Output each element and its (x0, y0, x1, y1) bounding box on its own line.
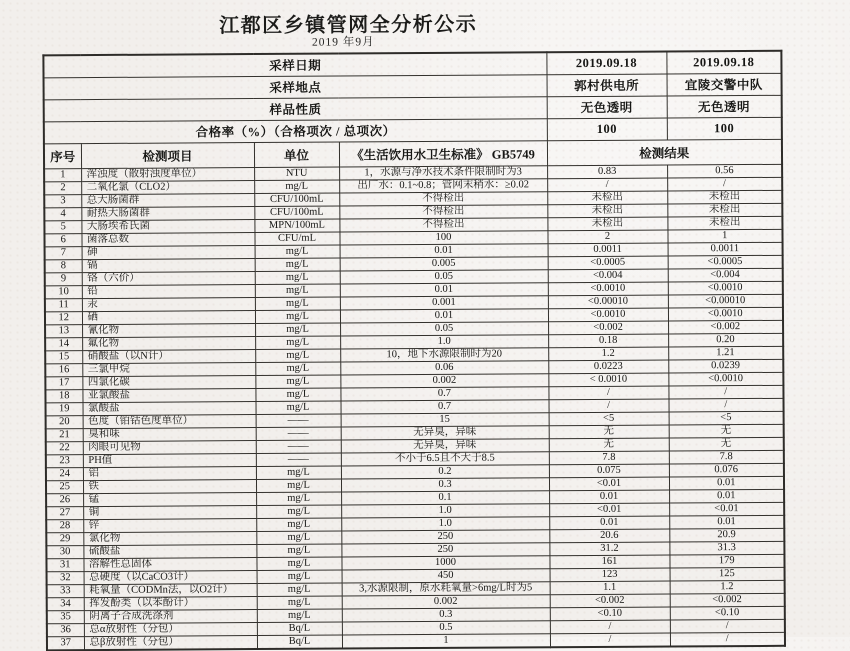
cell-standard: 0.002 (342, 594, 550, 608)
cell-result-1: 0.075 (549, 464, 669, 478)
cell-item: 铝 (83, 466, 256, 480)
cell-unit: mg/L (255, 388, 340, 402)
cell-result-2: <0.01 (669, 502, 784, 516)
info-value-1: 2019.09.18 (546, 52, 666, 75)
cell-result-1: 0.18 (548, 334, 668, 348)
cell-standard: 0.05 (340, 269, 548, 283)
cell-index: 25 (46, 480, 83, 493)
cell-item: 锰 (83, 492, 256, 506)
cell-result-2: <0.00010 (668, 294, 783, 308)
cell-result-1: <0.002 (548, 321, 668, 335)
cell-result-2: <0.0005 (668, 255, 783, 269)
cell-unit: NTU (254, 167, 339, 181)
cell-item: 浑浊度（散射浊度单位） (81, 167, 254, 181)
cell-result-1: 未检出 (547, 204, 667, 218)
cell-standard: 0.2 (341, 464, 549, 478)
cell-standard: 0.002 (340, 373, 548, 387)
info-value-2: 100 (667, 117, 782, 140)
cell-unit: mg/L (255, 310, 340, 324)
cell-index: 19 (46, 402, 83, 415)
cell-unit: mg/L (254, 180, 339, 194)
cell-result-2: <0.004 (668, 268, 783, 282)
cell-standard: 无异臭，异味 (341, 438, 549, 452)
cell-result-1: 161 (549, 555, 669, 569)
cell-standard: 1.0 (340, 334, 548, 348)
cell-item: 耗氧量（CODMn法，以O2计） (84, 583, 257, 597)
cell-unit: —— (256, 427, 341, 441)
cell-index: 22 (46, 441, 83, 454)
cell-unit: Bq/L (257, 635, 342, 649)
info-value-1: 无色透明 (547, 96, 667, 119)
cell-standard: 3,水源限制，原水耗氧量>6mg/L时为5 (342, 581, 550, 595)
cell-result-2: 20.9 (669, 528, 784, 542)
cell-standard: 15 (341, 412, 549, 426)
info-value-2: 宜陵交警中队 (667, 73, 782, 96)
cell-standard: 10，地下水源限制时为20 (340, 347, 548, 361)
cell-result-1: 20.6 (549, 529, 669, 543)
cell-standard: 0.1 (341, 490, 549, 504)
cell-unit: —— (256, 414, 341, 428)
cell-item: 硒 (82, 310, 255, 324)
cell-unit: mg/L (256, 479, 341, 493)
cell-result-2: 无 (669, 437, 784, 451)
cell-unit: mg/L (255, 297, 340, 311)
cell-index: 9 (45, 272, 82, 285)
cell-item: 亚氯酸盐 (82, 388, 255, 402)
cell-standard: 0.06 (340, 360, 548, 374)
cell-unit: CFU/100mL (254, 206, 339, 220)
cell-item: 氯酸盐 (83, 401, 256, 415)
cell-standard: 0.5 (342, 620, 550, 634)
cell-result-1: <0.0010 (548, 308, 668, 322)
cell-result-2: 1 (667, 229, 782, 243)
cell-item: 锌 (83, 518, 256, 532)
info-label: 样品性质 (44, 96, 547, 121)
col-header-index: 序号 (44, 143, 81, 168)
cell-item: 挥发酚类（以苯酚计） (84, 596, 257, 610)
cell-standard: 1000 (341, 555, 549, 569)
cell-item: 铁 (83, 479, 256, 493)
cell-item: 砷 (82, 245, 255, 259)
cell-unit: mg/L (255, 336, 340, 350)
cell-item: 臭和味 (83, 427, 256, 441)
cell-result-1: / (549, 399, 669, 413)
cell-result-1: < 0.0010 (548, 373, 668, 387)
cell-standard: 1，水源与净水技术条件限制时为3 (339, 165, 547, 179)
cell-unit: mg/L (255, 323, 340, 337)
cell-unit: Bq/L (257, 622, 342, 636)
cell-result-1: <0.0010 (548, 282, 668, 296)
col-header-result: 检测结果 (547, 139, 782, 165)
cell-index: 20 (46, 415, 83, 428)
cell-unit: mg/L (257, 583, 342, 597)
cell-item: 总大肠菌群 (81, 193, 254, 207)
cell-result-2: 7.8 (669, 450, 784, 464)
cell-index: 4 (44, 207, 81, 220)
cell-result-1: <0.002 (550, 594, 670, 608)
cell-index: 18 (45, 389, 82, 402)
cell-unit: mg/L (257, 609, 342, 623)
cell-item: 阴离子合成洗涤剂 (84, 609, 257, 623)
cell-result-1: 0.0223 (548, 360, 668, 374)
cell-item: 氯化物 (83, 531, 256, 545)
cell-standard: 0.3 (342, 607, 550, 621)
cell-standard: 不得检出 (339, 204, 547, 218)
cell-index: 11 (45, 298, 82, 311)
cell-index: 6 (44, 233, 81, 246)
cell-standard: 450 (342, 568, 550, 582)
cell-index: 24 (46, 467, 83, 480)
info-value-1: 郭村供电所 (547, 74, 667, 97)
cell-unit: mg/L (255, 258, 340, 272)
cell-standard: 250 (341, 542, 549, 556)
info-value-2: 无色透明 (667, 95, 782, 118)
cell-item: 色度（铂钴色度单位） (83, 414, 256, 428)
cell-result-1: 7.8 (549, 451, 669, 465)
cell-index: 16 (45, 363, 82, 376)
cell-standard: 0.7 (340, 386, 548, 400)
cell-result-1: <0.01 (549, 477, 669, 491)
cell-result-2: <0.002 (670, 593, 785, 607)
cell-item: 总α放射性（分包） (84, 622, 257, 636)
cell-result-1: / (547, 178, 667, 192)
cell-result-1: / (548, 386, 668, 400)
col-header-unit: 单位 (254, 142, 339, 168)
cell-result-2: 无 (669, 424, 784, 438)
cell-index: 33 (47, 584, 84, 597)
info-label: 采样地点 (44, 74, 547, 99)
cell-result-1: 0.83 (547, 165, 667, 179)
cell-unit: mg/L (257, 570, 342, 584)
cell-result-1: <0.01 (549, 503, 669, 517)
cell-index: 36 (47, 623, 84, 636)
cell-result-1: <0.10 (550, 607, 670, 621)
cell-index: 26 (46, 493, 83, 506)
cell-unit: mg/L (255, 362, 340, 376)
cell-result-2: <0.0010 (668, 281, 783, 295)
cell-unit: mg/L (256, 401, 341, 415)
cell-item: 镉 (82, 258, 255, 272)
cell-index: 35 (47, 610, 84, 623)
data-section (44, 164, 785, 650)
cell-standard: 250 (341, 529, 549, 543)
info-value-1: 100 (547, 118, 667, 141)
cell-result-2: 0.01 (669, 489, 784, 503)
cell-unit: mg/L (256, 544, 341, 558)
cell-unit: CFU/mL (254, 232, 339, 246)
cell-standard: 0.001 (340, 295, 548, 309)
cell-standard: 0.7 (340, 399, 548, 413)
cell-index: 5 (44, 220, 81, 233)
cell-index: 23 (46, 454, 83, 467)
cell-item: 铬（六价） (82, 271, 255, 285)
cell-result-2: / (667, 177, 782, 191)
cell-result-2: <0.0010 (668, 372, 783, 386)
cell-result-2: 125 (670, 567, 785, 581)
cell-unit: mg/L (256, 505, 341, 519)
cell-index: 21 (46, 428, 83, 441)
cell-item: 硫酸盐 (83, 544, 256, 558)
cell-unit: mg/L (255, 271, 340, 285)
cell-index: 3 (44, 194, 81, 207)
cell-standard: 0.01 (340, 282, 548, 296)
cell-result-2: 未检出 (667, 203, 782, 217)
col-header-standard: 《生活饮用水卫生标准》 GB5749 (339, 140, 547, 166)
cell-standard: 100 (339, 230, 547, 244)
cell-standard: 不小于6.5且不大于8.5 (341, 451, 549, 465)
cell-index: 2 (44, 181, 81, 194)
cell-standard: 1.0 (341, 516, 549, 530)
cell-index: 37 (47, 636, 84, 650)
cell-item: 四氯化碳 (82, 375, 255, 389)
cell-standard: 0.05 (340, 321, 548, 335)
cell-result-2: 1.2 (670, 580, 785, 594)
cell-result-2: 0.0011 (668, 242, 783, 256)
cell-index: 12 (45, 311, 82, 324)
cell-result-2: 1.21 (668, 346, 783, 360)
cell-standard: 出厂水：0.1~0.8；管网末稍水：≥0.02 (339, 178, 547, 192)
cell-unit: mg/L (255, 284, 340, 298)
cell-item: 硝酸盐（以N计） (82, 349, 255, 363)
cell-item: 溶解性总固体 (83, 557, 256, 571)
cell-standard: 0.3 (341, 477, 549, 491)
info-value-2: 2019.09.18 (666, 51, 781, 74)
info-section (43, 51, 782, 144)
analysis-table (42, 50, 786, 651)
cell-unit: mg/L (256, 531, 341, 545)
cell-result-2: / (669, 398, 784, 412)
cell-unit: mg/L (256, 466, 341, 480)
cell-unit: MPN/100mL (254, 219, 339, 233)
cell-item: 铜 (83, 505, 256, 519)
cell-standard: 不得检出 (339, 217, 547, 231)
cell-standard: 1 (342, 633, 550, 648)
cell-result-2: 0.56 (667, 164, 782, 178)
cell-item: 肉眼可见物 (83, 440, 256, 454)
page-title: 江都区乡镇管网全分析公示 (219, 13, 478, 38)
cell-item: 总硬度（以CaCO3计） (84, 570, 257, 584)
cell-index: 13 (45, 324, 82, 337)
cell-standard: 0.01 (340, 243, 548, 257)
cell-index: 30 (46, 545, 83, 558)
cell-standard: 1.0 (341, 503, 549, 517)
cell-index: 32 (47, 571, 84, 584)
cell-result-2: 0.20 (668, 333, 783, 347)
cell-index: 14 (45, 337, 82, 350)
cell-result-1: 0.01 (549, 516, 669, 530)
cell-item: 氟化物 (82, 336, 255, 350)
cell-unit: mg/L (255, 375, 340, 389)
cell-result-1: <0.00010 (548, 295, 668, 309)
cell-result-2: <0.10 (670, 606, 785, 620)
cell-unit: mg/L (255, 245, 340, 259)
cell-result-1: <0.004 (548, 269, 668, 283)
cell-index: 31 (46, 558, 83, 571)
cell-result-1: <0.0005 (548, 256, 668, 270)
cell-index: 8 (45, 259, 82, 272)
cell-unit: —— (256, 440, 341, 454)
cell-index: 17 (45, 376, 82, 389)
cell-result-2: / (668, 385, 783, 399)
cell-index: 10 (45, 285, 82, 298)
cell-standard: 不得检出 (339, 191, 547, 205)
cell-unit: —— (256, 453, 341, 467)
cell-result-2: 179 (669, 554, 784, 568)
cell-result-1: 未检出 (547, 217, 667, 231)
cell-index: 1 (44, 168, 81, 181)
cell-item: 总β放射性（分包） (84, 635, 257, 650)
cell-result-1: 31.2 (549, 542, 669, 556)
cell-item: 大肠埃希氏菌 (81, 219, 254, 233)
cell-standard: 无异臭，异味 (341, 425, 549, 439)
cell-index: 7 (45, 246, 82, 259)
cell-unit: mg/L (257, 596, 342, 610)
cell-unit: mg/L (255, 349, 340, 363)
cell-result-1: 未检出 (547, 191, 667, 205)
cell-index: 28 (46, 519, 83, 532)
cell-result-1: / (550, 633, 670, 647)
cell-result-2: <0.002 (668, 320, 783, 334)
info-label: 合格率（%）（合格项次 / 总项次） (44, 118, 547, 143)
cell-item: 氰化物 (82, 323, 255, 337)
cell-index: 29 (46, 532, 83, 545)
cell-result-1: 1.1 (550, 581, 670, 595)
cell-unit: mg/L (256, 492, 341, 506)
cell-result-1: 无 (549, 425, 669, 439)
cell-item: 汞 (82, 297, 255, 311)
cell-result-2: 0.0239 (668, 359, 783, 373)
cell-standard: 0.005 (340, 256, 548, 270)
cell-result-2: / (670, 632, 785, 646)
cell-result-1: <5 (549, 412, 669, 426)
cell-result-2: <0.0010 (668, 307, 783, 321)
cell-item: PH值 (83, 453, 256, 467)
cell-result-1: 1.2 (548, 347, 668, 361)
cell-item: 铅 (82, 284, 255, 298)
cell-result-2: 0.076 (669, 463, 784, 477)
cell-result-2: 未检出 (667, 190, 782, 204)
cell-result-1: 0.0011 (548, 243, 668, 257)
cell-unit: CFU/100mL (254, 193, 339, 207)
cell-result-2: 0.01 (669, 476, 784, 490)
cell-result-1: 0.01 (549, 490, 669, 504)
cell-unit: mg/L (256, 518, 341, 532)
cell-item: 耐热大肠菌群 (81, 206, 254, 220)
cell-index: 34 (47, 597, 84, 610)
cell-index: 27 (46, 506, 83, 519)
cell-item: 菌落总数 (81, 232, 254, 246)
col-header-item: 检测项目 (81, 142, 254, 168)
cell-item: 二氧化氯（CLO2） (81, 180, 254, 194)
page-subtitle: 2019 年9月 (311, 36, 375, 49)
cell-result-2: / (670, 619, 785, 633)
cell-index: 15 (45, 350, 82, 363)
cell-result-1: 无 (549, 438, 669, 452)
cell-result-2: 未检出 (667, 216, 782, 230)
cell-item: 三氯甲烷 (82, 362, 255, 376)
cell-standard: 0.01 (340, 308, 548, 322)
cell-result-2: 0.01 (669, 515, 784, 529)
cell-result-2: 31.3 (669, 541, 784, 555)
cell-result-1: / (550, 620, 670, 634)
info-label: 采样日期 (43, 52, 546, 77)
cell-result-1: 123 (550, 568, 670, 582)
cell-result-2: <5 (669, 411, 784, 425)
cell-unit: mg/L (256, 557, 341, 571)
cell-result-1: 2 (547, 230, 667, 244)
